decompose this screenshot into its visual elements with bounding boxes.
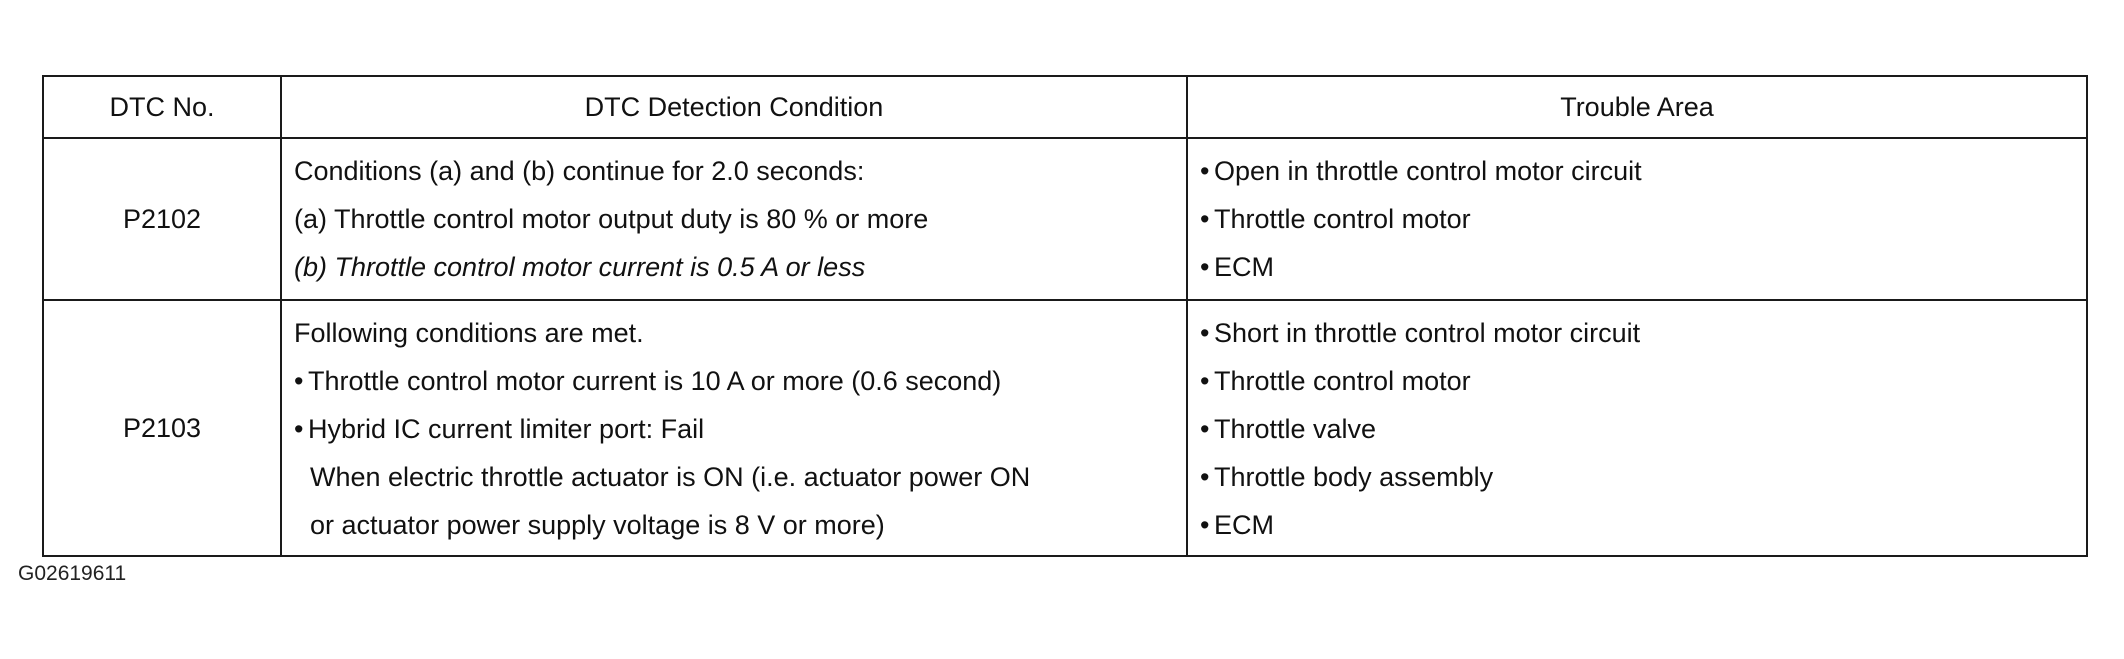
trouble-area-item: • Throttle control motor — [1200, 357, 2074, 405]
table-row — [43, 138, 2087, 300]
dtc-code-cell: P2103 — [43, 300, 281, 556]
bullet-icon: • — [1200, 462, 1210, 492]
trouble-area-cell — [1187, 300, 2087, 556]
bullet-icon: • — [294, 414, 304, 444]
header-trouble-area: Trouble Area — [1187, 76, 2087, 138]
bullet-icon: • — [1200, 318, 1210, 348]
condition-line: or actuator power supply voltage is 8 V or more) — [310, 510, 885, 540]
condition-line: Following conditions are met. — [294, 318, 644, 348]
figure-id: G02619611 — [18, 562, 127, 585]
table-header-row — [43, 76, 2087, 138]
trouble-area-item: • Short in throttle control motor circuit — [1200, 309, 2074, 357]
trouble-area-cell — [1187, 138, 2087, 300]
header-dtc-no: DTC No. — [43, 76, 281, 138]
trouble-area-item: • Throttle valve — [1200, 405, 2074, 453]
trouble-area-item: • Open in throttle control motor circuit — [1200, 147, 2074, 195]
trouble-area-item: • ECM — [1200, 501, 2074, 549]
dtc-table — [42, 75, 2088, 557]
condition-line: (a) Throttle control motor output duty is 80 % or more — [294, 204, 929, 234]
trouble-area-item: • Throttle body assembly — [1200, 453, 2074, 501]
bullet-icon: • — [1200, 156, 1210, 186]
bullet-icon: • — [1200, 510, 1210, 540]
condition-line: Conditions (a) and (b) continue for 2.0 seconds: — [294, 156, 865, 186]
header-detection-condition: DTC Detection Condition — [281, 76, 1187, 138]
bullet-icon: • — [294, 366, 304, 396]
detection-condition-cell — [281, 138, 1187, 300]
condition-line: When electric throttle actuator is ON (i.e. actuator power ON — [310, 462, 1031, 492]
condition-line: • Hybrid IC current limiter port: Fail — [294, 405, 1174, 453]
dtc-code-cell: P2102 — [43, 138, 281, 300]
table-row — [43, 300, 2087, 556]
bullet-icon: • — [1200, 252, 1210, 282]
bullet-icon: • — [1200, 366, 1210, 396]
bullet-icon: • — [1200, 414, 1210, 444]
condition-line: • Throttle control motor current is 10 A or more (0.6 second) — [294, 357, 1174, 405]
trouble-area-item: • Throttle control motor — [1200, 195, 2074, 243]
bullet-icon: • — [1200, 204, 1210, 234]
detection-condition-cell — [281, 300, 1187, 556]
trouble-area-item: • ECM — [1200, 243, 2074, 291]
condition-line: (b) Throttle control motor current is 0.5 A or less — [294, 252, 866, 282]
